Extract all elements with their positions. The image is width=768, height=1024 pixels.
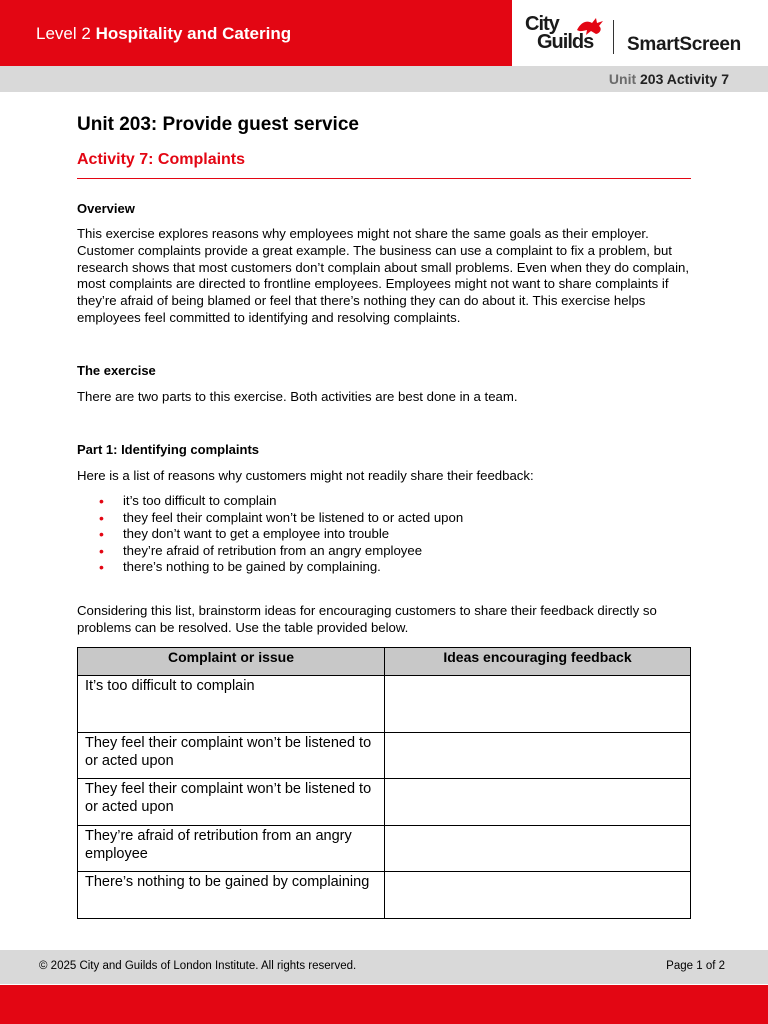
- unit-reference: [609, 71, 729, 87]
- list-item: [77, 526, 691, 543]
- list-item: [77, 493, 691, 510]
- list-item-text: they don’t want to get a employee into trouble: [123, 526, 390, 542]
- exercise-paragraph: There are two parts to this exercise. Both activities are best done in a team.: [77, 389, 518, 404]
- level-label: Level 2: [36, 24, 91, 43]
- ideas-cell[interactable]: [385, 779, 691, 826]
- complaint-cell: There’s nothing to be gained by complaining: [78, 872, 385, 919]
- list-item-text: there’s nothing to be gained by complaining.: [123, 559, 381, 575]
- part1-intro: Here is a list of reasons why customers might not readily share their feedback:: [77, 468, 534, 483]
- complaint-cell: They’re afraid of retribution from an angry employee: [78, 826, 385, 872]
- course-title: [36, 24, 291, 44]
- unit-bar: [0, 66, 768, 92]
- table-row: [78, 872, 691, 919]
- smartscreen-logo-text: SmartScreen: [627, 34, 741, 55]
- header-bar: [0, 0, 512, 66]
- activity-subtitle: Activity 7: Complaints: [77, 151, 246, 168]
- bullet-icon: •: [99, 559, 104, 576]
- page-title: Unit 203: Provide guest service: [77, 114, 359, 135]
- copyright-text: © 2025 City and Guilds of London Institute. All rights reserved.: [39, 960, 357, 972]
- page-number: Page 1 of 2: [666, 960, 725, 972]
- column-header-complaint: Complaint or issue: [78, 648, 385, 676]
- ideas-cell[interactable]: [385, 872, 691, 919]
- table-row: [78, 826, 691, 872]
- overview-heading: Overview: [77, 201, 135, 216]
- list-item-text: it’s too difficult to complain: [123, 493, 277, 508]
- part1-heading: Part 1: Identifying complaints: [77, 442, 260, 457]
- city-guilds-logo: [525, 14, 605, 56]
- ideas-cell[interactable]: [385, 676, 691, 733]
- unit-activity: 203 Activity 7: [640, 71, 729, 87]
- table-header-row: [78, 648, 691, 676]
- page-footer: [0, 950, 768, 984]
- list-item-text: they’re afraid of retribution from an angry employee: [123, 542, 423, 558]
- footer-bar: [0, 985, 768, 1024]
- complaints-table: [77, 647, 691, 919]
- bullet-icon: •: [99, 542, 104, 559]
- table-row: [78, 733, 691, 779]
- bullet-icon: •: [99, 493, 104, 509]
- course-name: Hospitality and Catering: [95, 24, 292, 43]
- overview-paragraph: This exercise explores reasons why employees might not share the same goals as their employer. Customer complaints provide a great example. The business can use a complaint to fix a problem, but research shows that most customers don’t complain about small problems. Even when they do complain, most complaints are directed to frontline employees. Employees might not want to share complaints if they’re afraid of being blamed or feel that there’s nothing they can do about it. This exercise helps employees feel committed to identifying and resolving complaints.: [77, 226, 690, 325]
- bullet-icon: •: [99, 509, 104, 526]
- ideas-cell[interactable]: [385, 733, 691, 779]
- table-row: [78, 779, 691, 826]
- list-item: [77, 510, 691, 527]
- column-header-ideas: Ideas encouraging feedback: [385, 648, 691, 676]
- complaint-cell: They feel their complaint won’t be listened to or acted upon: [78, 779, 385, 826]
- list-item: [77, 559, 691, 576]
- ideas-cell[interactable]: [385, 826, 691, 872]
- unit-word: Unit: [608, 71, 637, 87]
- reasons-list: [77, 493, 691, 576]
- logo-city-text: City: [525, 13, 559, 35]
- logo-divider: [613, 20, 614, 54]
- exercise-heading: The exercise: [77, 363, 156, 378]
- city-guilds-smartscreen-logo: [512, 0, 768, 66]
- complaint-cell: They feel their complaint won’t be listened to or acted upon: [78, 733, 385, 779]
- complaint-cell: It’s too difficult to complain: [78, 676, 385, 733]
- title-divider: [77, 178, 691, 179]
- bullet-icon: •: [99, 526, 104, 543]
- table-intro: Considering this list, brainstorm ideas for encouraging customers to share their feedback directly so problems can be resolved. Use the table provided below.: [77, 603, 657, 635]
- dragon-icon: [575, 16, 605, 38]
- logo-guilds-text: Guilds: [537, 31, 594, 53]
- list-item: [77, 543, 691, 560]
- table-row: [78, 676, 691, 733]
- list-item-text: they feel their complaint won’t be listened to or acted upon: [123, 509, 464, 525]
